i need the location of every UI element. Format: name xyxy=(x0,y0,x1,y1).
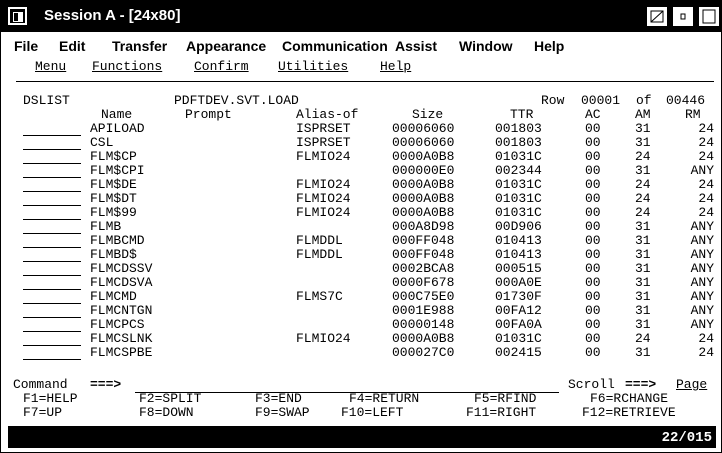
member-am: 31 xyxy=(635,135,651,150)
member-ttr: 01031C xyxy=(495,191,542,206)
member-alias: FLMDDL xyxy=(296,247,343,262)
member-row xyxy=(8,332,716,346)
member-ttr: 00FA0A xyxy=(495,317,542,332)
member-am: 31 xyxy=(635,345,651,360)
member-rm: 24 xyxy=(698,121,714,136)
member-row xyxy=(8,206,716,220)
member-row xyxy=(8,178,716,192)
pfkey-f2[interactable]: F2=SPLIT xyxy=(139,391,202,406)
row-label: Row xyxy=(541,93,565,108)
member-ac: 00 xyxy=(585,275,601,290)
menu-communication[interactable]: Communication xyxy=(282,38,388,54)
member-alias: FLMIO24 xyxy=(296,191,351,206)
member-ttr: 002415 xyxy=(495,345,542,360)
member-name: FLMCDSVA xyxy=(90,275,153,290)
member-alias: ISPRSET xyxy=(296,135,351,150)
pfkey-f7[interactable]: F7=UP xyxy=(23,405,63,420)
menu-assist[interactable]: Assist xyxy=(395,38,438,54)
member-size: 000FF048 xyxy=(392,233,455,248)
pfkey-f12[interactable]: F12=RETRIEVE xyxy=(582,405,676,420)
pfkey-f10[interactable]: F10=LEFT xyxy=(341,405,404,420)
title-bar xyxy=(1,1,721,32)
member-name: FLM$CP xyxy=(90,149,137,164)
member-row xyxy=(8,234,716,248)
member-ttr: 010413 xyxy=(495,233,542,248)
row-total: 00446 xyxy=(666,93,706,108)
member-rm: 24 xyxy=(698,331,714,346)
member-am: 24 xyxy=(635,205,651,220)
member-name: FLMBCMD xyxy=(90,233,145,248)
member-name: FLMCMD xyxy=(90,289,137,304)
member-row xyxy=(8,164,716,178)
pfkey-f3[interactable]: F3=END xyxy=(255,391,302,406)
member-ac: 00 xyxy=(585,303,601,318)
member-rm: 24 xyxy=(698,135,714,150)
member-size: 00000148 xyxy=(392,317,455,332)
member-ac: 00 xyxy=(585,219,601,234)
header-ac: AC xyxy=(585,107,601,122)
member-rm: ANY xyxy=(690,317,714,332)
member-am: 31 xyxy=(635,121,651,136)
member-size: 0000A0B8 xyxy=(392,331,455,346)
member-alias: ISPRSET xyxy=(296,121,351,136)
member-row xyxy=(8,304,716,318)
member-rm: 24 xyxy=(698,191,714,206)
restore-icon xyxy=(673,7,693,26)
menu-help[interactable]: Help xyxy=(534,38,565,54)
member-rm: 24 xyxy=(698,205,714,220)
terminal-app-icon[interactable] xyxy=(8,7,27,25)
row-current: 00001 xyxy=(581,93,621,108)
member-ac: 00 xyxy=(585,247,601,262)
member-size: 0002BCA8 xyxy=(392,261,455,276)
member-rm: 24 xyxy=(698,345,714,360)
member-name: FLM$CPI xyxy=(90,163,145,178)
command-arrow: ===> xyxy=(90,377,122,392)
member-ac: 00 xyxy=(585,121,601,136)
header-am: AM xyxy=(635,107,651,122)
ispf-menu-confirm[interactable]: Confirm xyxy=(194,59,249,74)
member-alias: FLMS7C xyxy=(296,289,343,304)
member-ac: 00 xyxy=(585,261,601,276)
member-row xyxy=(8,248,716,262)
minimize-icon xyxy=(647,7,667,26)
header-size: Size xyxy=(412,107,444,122)
member-rm: ANY xyxy=(690,289,714,304)
member-ac: 00 xyxy=(585,317,601,332)
dataset-name: PDFTDEV.SVT.LOAD xyxy=(174,93,299,108)
member-size: 0000A0B8 xyxy=(392,177,455,192)
member-size: 0000F678 xyxy=(392,275,455,290)
member-ac: 00 xyxy=(585,331,601,346)
member-ac: 00 xyxy=(585,163,601,178)
member-size: 0000A0B8 xyxy=(392,191,455,206)
member-ttr: 001803 xyxy=(495,121,542,136)
member-row xyxy=(8,220,716,234)
header-name: Name xyxy=(101,107,133,122)
member-rm: ANY xyxy=(690,247,714,262)
terminal-screen[interactable] xyxy=(8,58,716,426)
menu-appearance[interactable]: Appearance xyxy=(186,38,267,54)
member-row xyxy=(8,290,716,304)
ispf-menu-functions[interactable]: Functions xyxy=(92,59,163,74)
member-ac: 00 xyxy=(585,149,601,164)
member-am: 24 xyxy=(635,149,651,164)
line-command-field[interactable] xyxy=(23,359,81,360)
member-ttr: 00FA12 xyxy=(495,303,542,318)
member-am: 31 xyxy=(635,317,651,332)
scroll-label: Scroll xyxy=(568,377,615,392)
scroll-amount-input[interactable]: Page xyxy=(676,377,708,392)
pfkey-f9[interactable]: F9=SWAP xyxy=(255,405,310,420)
member-size: 0001E988 xyxy=(392,303,455,318)
member-size: 000000E0 xyxy=(392,163,455,178)
menu-file[interactable]: File xyxy=(14,38,39,54)
pfkey-f1[interactable]: F1=HELP xyxy=(23,391,78,406)
window-title: Session A - [24x80] xyxy=(44,7,181,24)
member-row xyxy=(8,262,716,276)
member-rm: ANY xyxy=(690,219,714,234)
member-rm: ANY xyxy=(690,163,714,178)
member-am: 31 xyxy=(635,163,651,178)
member-row xyxy=(8,318,716,332)
member-rm: 24 xyxy=(698,149,714,164)
member-am: 31 xyxy=(635,261,651,276)
member-am: 24 xyxy=(635,331,651,346)
ispf-menu-utilities[interactable]: Utilities xyxy=(278,59,349,74)
member-name: FLM$DT xyxy=(90,191,137,206)
member-am: 31 xyxy=(635,233,651,248)
screen-id: DSLIST xyxy=(23,93,70,108)
member-row xyxy=(8,150,716,164)
member-ttr: 01031C xyxy=(495,205,542,220)
member-ttr: 000515 xyxy=(495,261,542,276)
menu-window[interactable]: Window xyxy=(459,38,513,54)
member-am: 31 xyxy=(635,303,651,318)
header-prompt: Prompt xyxy=(185,107,232,122)
member-am: 24 xyxy=(635,177,651,192)
member-ttr: 000A0E xyxy=(495,275,542,290)
ispf-menu-help[interactable]: Help xyxy=(380,59,412,74)
member-ttr: 010413 xyxy=(495,247,542,262)
maximize-button[interactable] xyxy=(698,6,720,27)
command-label: Command xyxy=(13,377,68,392)
member-am: 31 xyxy=(635,275,651,290)
member-name: FLM$99 xyxy=(90,205,137,220)
member-row xyxy=(8,122,716,136)
header-rm: RM xyxy=(685,107,701,122)
header-alias: Alias-of xyxy=(296,107,359,122)
member-name: FLMBD$ xyxy=(90,247,137,262)
member-size: 000FF048 xyxy=(392,247,455,262)
member-name: FLMCSLNK xyxy=(90,331,153,346)
member-ac: 00 xyxy=(585,205,601,220)
member-ttr: 01730F xyxy=(495,289,542,304)
member-ac: 00 xyxy=(585,177,601,192)
member-am: 31 xyxy=(635,289,651,304)
pfkey-f6[interactable]: F6=RCHANGE xyxy=(590,391,669,406)
restore-button[interactable] xyxy=(672,6,694,27)
member-am: 24 xyxy=(635,191,651,206)
member-name: FLMCSPBE xyxy=(90,345,153,360)
member-ttr: 00D906 xyxy=(495,219,542,234)
member-ttr: 002344 xyxy=(495,163,542,178)
pfkey-f5[interactable]: F5=RFIND xyxy=(474,391,537,406)
member-name: FLMB xyxy=(90,219,122,234)
actionbar-separator xyxy=(16,81,714,82)
pfkey-f11[interactable]: F11=RIGHT xyxy=(466,405,537,420)
ispf-menu-menu[interactable]: Menu xyxy=(35,59,67,74)
member-rm: ANY xyxy=(690,233,714,248)
member-row xyxy=(8,192,716,206)
member-ac: 00 xyxy=(585,233,601,248)
member-size: 00006060 xyxy=(392,135,455,150)
member-am: 31 xyxy=(635,219,651,234)
maximize-icon xyxy=(699,7,719,26)
menu-bar xyxy=(1,34,721,58)
status-bar xyxy=(8,426,716,448)
member-alias: FLMIO24 xyxy=(296,149,351,164)
member-name: FLMCDSSV xyxy=(90,261,153,276)
member-rm: ANY xyxy=(690,275,714,290)
member-ttr: 01031C xyxy=(495,177,542,192)
member-rm: ANY xyxy=(690,303,714,318)
member-alias: FLMDDL xyxy=(296,233,343,248)
member-ttr: 001803 xyxy=(495,135,542,150)
member-ac: 00 xyxy=(585,191,601,206)
member-size: 0000A0B8 xyxy=(392,149,455,164)
member-ac: 00 xyxy=(585,289,601,304)
member-size: 0000A0B8 xyxy=(392,205,455,220)
row-of-label: of xyxy=(636,93,652,108)
member-row xyxy=(8,136,716,150)
pfkey-f4[interactable]: F4=RETURN xyxy=(349,391,420,406)
member-ac: 00 xyxy=(585,135,601,150)
member-name: FLMCNTGN xyxy=(90,303,153,318)
member-size: 000A8D98 xyxy=(392,219,455,234)
scroll-arrow: ===> xyxy=(625,377,657,392)
member-name: FLMCPCS xyxy=(90,317,145,332)
member-am: 31 xyxy=(635,247,651,262)
member-name: APILOAD xyxy=(90,121,145,136)
member-rm: 24 xyxy=(698,177,714,192)
member-rm: ANY xyxy=(690,261,714,276)
menu-transfer[interactable]: Transfer xyxy=(112,38,168,54)
member-row xyxy=(8,276,716,290)
member-alias: FLMIO24 xyxy=(296,331,351,346)
member-row xyxy=(8,346,716,360)
member-ttr: 01031C xyxy=(495,331,542,346)
pfkey-f8[interactable]: F8=DOWN xyxy=(139,405,194,420)
member-name: FLM$DE xyxy=(90,177,137,192)
menu-edit[interactable]: Edit xyxy=(59,38,86,54)
member-name: CSL xyxy=(90,135,114,150)
member-size: 000C75E0 xyxy=(392,289,455,304)
header-ttr: TTR xyxy=(510,107,534,122)
member-size: 00006060 xyxy=(392,121,455,136)
member-alias: FLMIO24 xyxy=(296,177,351,192)
member-size: 000027C0 xyxy=(392,345,455,360)
member-ac: 00 xyxy=(585,345,601,360)
cursor-position: 22/015 xyxy=(661,430,712,446)
member-ttr: 01031C xyxy=(495,149,542,164)
minimize-button[interactable] xyxy=(646,6,668,27)
member-alias: FLMIO24 xyxy=(296,205,351,220)
